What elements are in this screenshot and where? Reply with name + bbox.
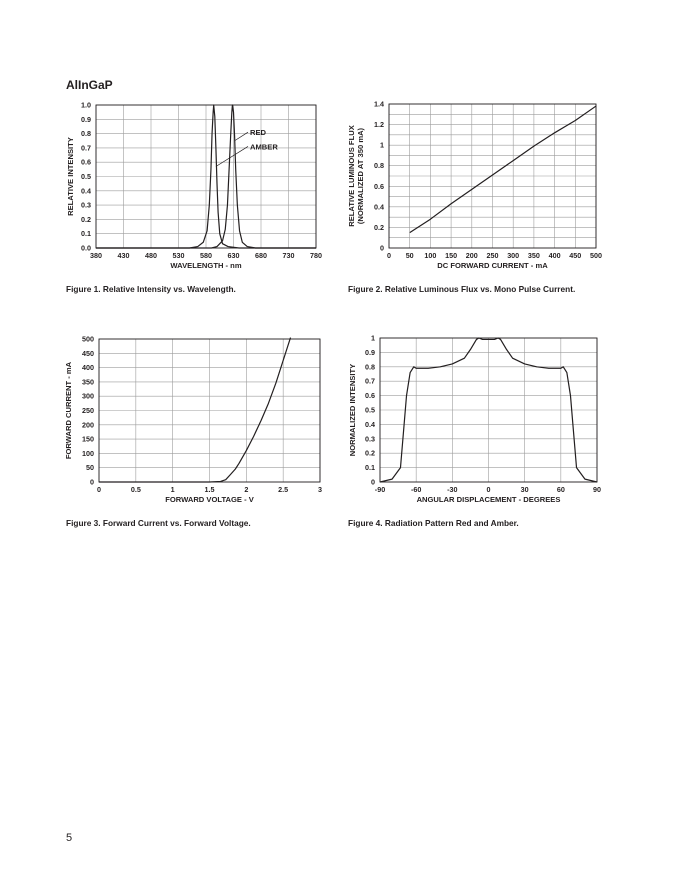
y-tick-label: 1 xyxy=(380,140,384,150)
chart-fig2 xyxy=(347,100,602,271)
y-tick-label: 1.2 xyxy=(374,120,384,130)
x-tick-label: 430 xyxy=(117,251,130,260)
y-tick-label: 0.8 xyxy=(365,362,375,372)
y-axis-label-secondary: (NORMALIZED AT 350 mA) xyxy=(356,127,365,225)
y-tick-label: 0.4 xyxy=(81,186,91,196)
y-tick-label: 0.6 xyxy=(81,157,91,167)
figure-2-caption: Figure 2. Relative Luminous Flux vs. Mono Pulse Current. xyxy=(348,284,576,294)
x-axis-label: WAVELENGTH - nm xyxy=(170,261,242,270)
x-tick-label: 150 xyxy=(445,251,458,260)
y-tick-label: 0.1 xyxy=(81,229,91,239)
chart-fig3 xyxy=(64,335,322,505)
figure-4-caption: Figure 4. Radiation Pattern Red and Amber. xyxy=(348,518,519,528)
y-tick-label: 0 xyxy=(371,477,375,487)
x-tick-label: 580 xyxy=(200,251,212,260)
x-tick-label: 0 xyxy=(97,485,101,494)
y-tick-label: 0.9 xyxy=(81,114,91,124)
y-axis-label: NORMALIZED INTENSITY xyxy=(348,363,357,457)
series-line-0 xyxy=(99,338,291,482)
chart-fig1 xyxy=(66,101,322,271)
x-tick-label: 350 xyxy=(527,251,540,260)
x-tick-label: 2 xyxy=(244,485,249,494)
x-tick-label: 630 xyxy=(227,251,240,260)
y-tick-label: 0.2 xyxy=(81,214,91,224)
x-tick-label: 0 xyxy=(387,251,391,260)
x-tick-label: 250 xyxy=(486,251,499,260)
annotation-leader-amber xyxy=(216,146,248,166)
y-axis-label: RELATIVE LUMINOUS FLUX xyxy=(347,125,356,227)
y-tick-label: 0.2 xyxy=(365,448,375,458)
y-tick-label: 0.7 xyxy=(81,143,91,153)
annotation-label-amber: AMBER xyxy=(250,142,278,152)
y-tick-label: 0.6 xyxy=(365,391,375,401)
section-title: AlInGaP xyxy=(66,78,113,92)
y-tick-label: 250 xyxy=(82,406,94,415)
y-tick-label: 0.0 xyxy=(81,243,91,253)
y-tick-label: 50 xyxy=(86,463,94,473)
x-tick-label: 450 xyxy=(569,251,582,260)
x-tick-label: 2.5 xyxy=(278,485,289,494)
series-line-0 xyxy=(410,106,596,233)
y-tick-label: 400 xyxy=(82,363,94,373)
x-tick-label: -90 xyxy=(374,485,386,494)
x-tick-label: 500 xyxy=(590,251,602,260)
x-tick-label: -30 xyxy=(447,485,458,494)
x-tick-label: 0.5 xyxy=(130,485,141,494)
y-tick-label: 0.5 xyxy=(365,405,375,415)
y-axis-label: RELATIVE INTENSITY xyxy=(66,137,75,216)
y-tick-label: 0 xyxy=(380,243,384,253)
y-axis-label: FORWARD CURRENT - mA xyxy=(64,361,73,460)
y-tick-label: 150 xyxy=(82,434,94,444)
x-tick-label: 200 xyxy=(465,251,478,260)
x-axis-label: FORWARD VOLTAGE - V xyxy=(165,495,254,504)
y-tick-label: 1 xyxy=(371,333,375,343)
x-tick-label: -60 xyxy=(410,485,422,494)
x-axis-label: DC FORWARD CURRENT - mA xyxy=(437,261,548,270)
y-tick-label: 0 xyxy=(90,477,94,487)
x-tick-label: 90 xyxy=(593,485,601,494)
y-tick-label: 0.1 xyxy=(365,463,375,473)
y-tick-label: 0.3 xyxy=(81,200,91,210)
x-tick-label: 60 xyxy=(556,485,565,494)
page-number: 5 xyxy=(66,832,73,844)
x-tick-label: 530 xyxy=(172,251,185,260)
x-tick-label: 3 xyxy=(318,485,322,494)
x-tick-label: 400 xyxy=(548,251,561,260)
y-tick-label: 1.0 xyxy=(81,100,91,110)
x-tick-label: 300 xyxy=(507,251,520,260)
x-tick-label: 680 xyxy=(255,251,267,260)
x-tick-label: 480 xyxy=(145,251,157,260)
x-tick-label: 100 xyxy=(424,251,437,260)
x-tick-label: 30 xyxy=(520,485,529,494)
chart-fig4 xyxy=(348,334,601,505)
y-tick-label: 0.6 xyxy=(374,181,384,191)
x-tick-label: 780 xyxy=(310,251,322,260)
y-tick-label: 450 xyxy=(82,348,94,358)
y-tick-label: 0.4 xyxy=(374,202,384,212)
y-tick-label: 300 xyxy=(82,391,94,401)
y-tick-label: 100 xyxy=(82,448,94,458)
y-tick-label: 0.8 xyxy=(81,129,91,139)
x-tick-label: 0 xyxy=(486,485,491,494)
figure-1-caption: Figure 1. Relative Intensity vs. Wavelength. xyxy=(66,284,236,294)
x-tick-label: 1 xyxy=(170,485,175,494)
y-tick-label: 0.5 xyxy=(81,172,91,181)
y-tick-label: 0.3 xyxy=(365,434,375,444)
x-axis-label: ANGULAR DISPLACEMENT - DEGREES xyxy=(416,495,561,504)
x-tick-label: 380 xyxy=(90,251,102,260)
x-tick-label: 50 xyxy=(405,251,414,260)
x-tick-label: 730 xyxy=(282,251,295,260)
y-tick-label: 0.4 xyxy=(365,419,375,429)
y-tick-label: 0.8 xyxy=(374,161,384,171)
y-tick-label: 0.2 xyxy=(374,222,384,232)
y-tick-label: 0.7 xyxy=(365,376,375,386)
figure-3-caption: Figure 3. Forward Current vs. Forward Voltage. xyxy=(66,518,251,528)
y-tick-label: 1.4 xyxy=(374,99,384,109)
y-tick-label: 200 xyxy=(82,420,94,430)
annotation-label-red: RED xyxy=(250,128,267,138)
x-tick-label: 1.5 xyxy=(204,485,215,494)
y-tick-label: 500 xyxy=(82,334,94,344)
y-tick-label: 350 xyxy=(82,377,94,387)
y-tick-label: 0.9 xyxy=(365,347,375,357)
